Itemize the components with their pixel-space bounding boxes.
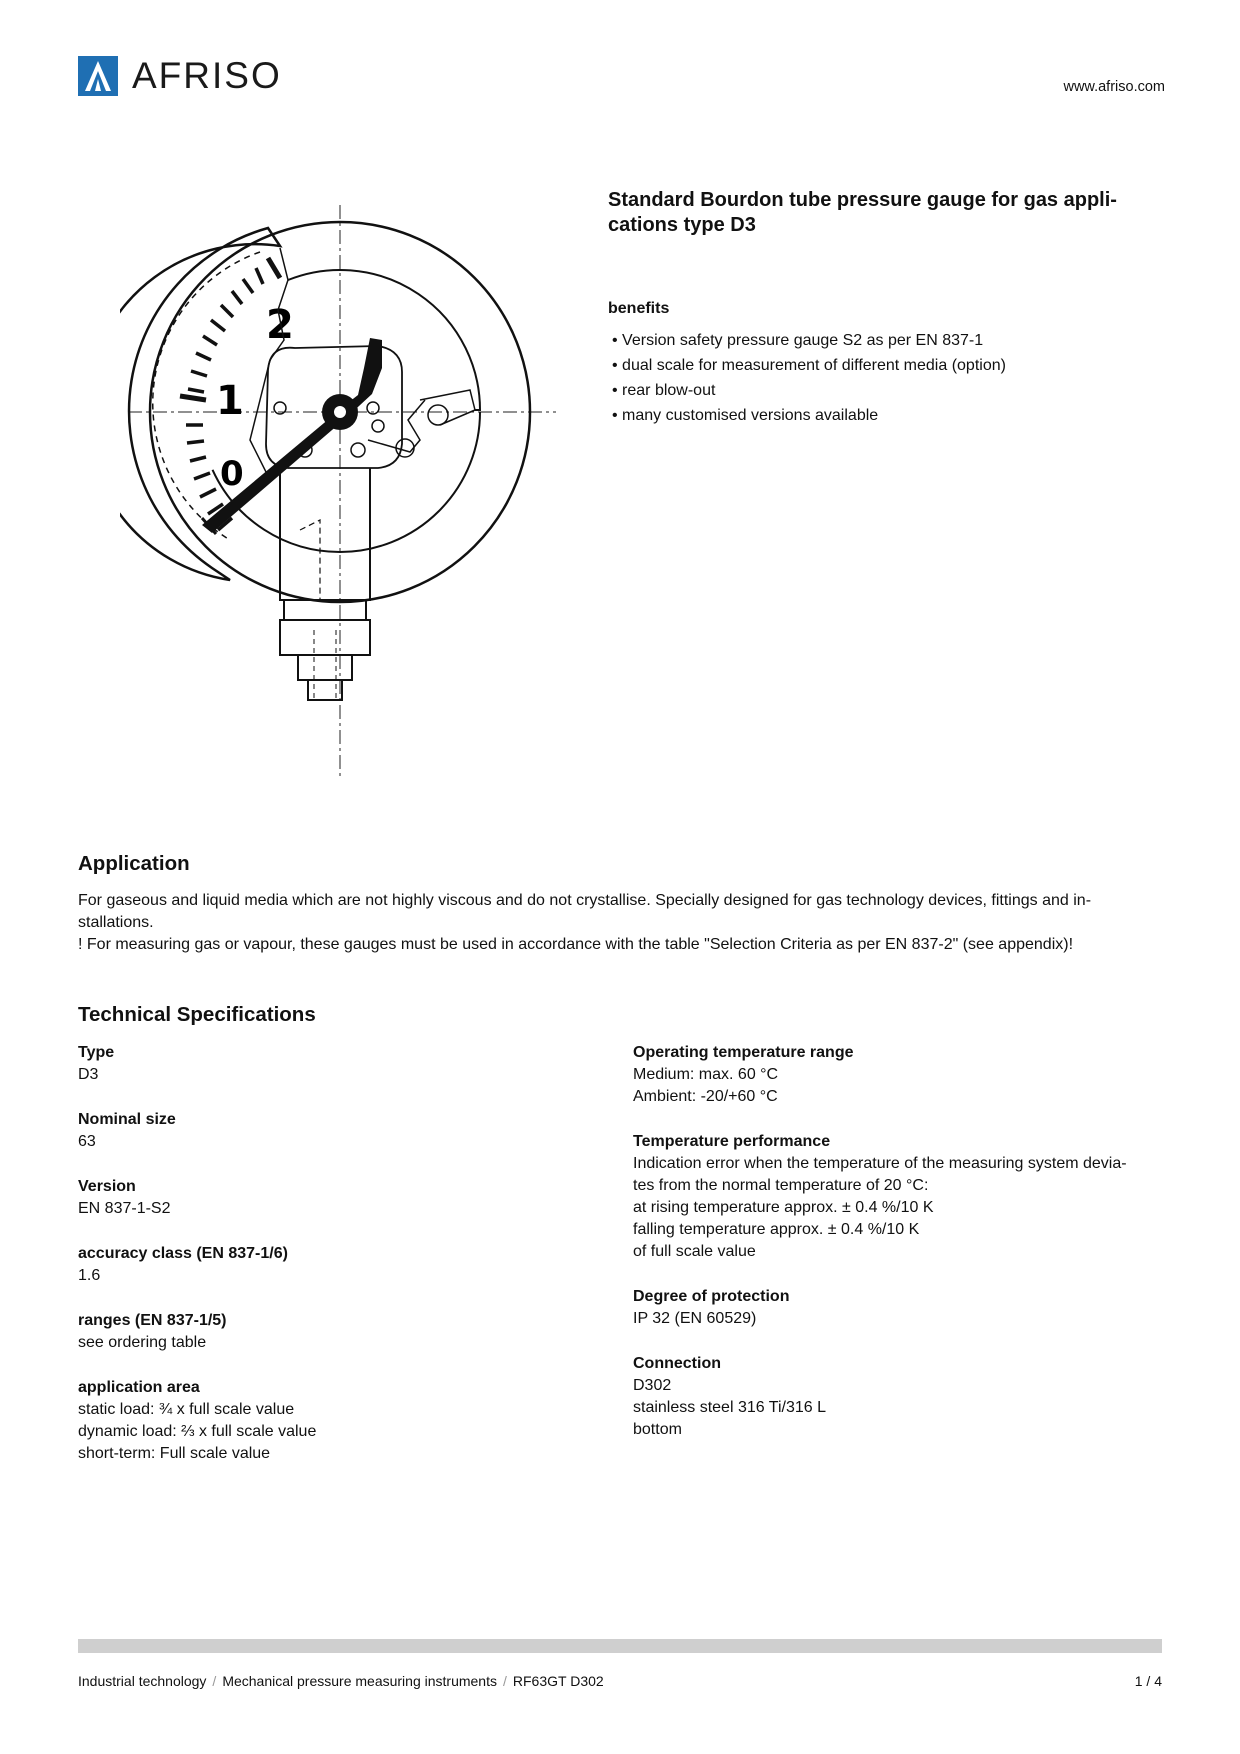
spec-label: Degree of protection bbox=[633, 1288, 790, 1305]
spec-type bbox=[78, 1042, 316, 1086]
spec-label: Connection bbox=[633, 1355, 721, 1372]
pressure-gauge-drawing bbox=[120, 200, 560, 780]
spec-temperature-performance bbox=[633, 1131, 1127, 1263]
spec-nominal-size bbox=[78, 1109, 316, 1153]
application-line1: For gaseous and liquid media which are not highly viscous and do not crystallise. Specially designed for gas technology devices, fittings and in- bbox=[78, 892, 1092, 909]
spec-value: at rising temperature approx. ± 0.4 %/10 K bbox=[633, 1199, 934, 1216]
page-number: 1 / 4 bbox=[1134, 1673, 1162, 1689]
spec-value: Ambient: -20/+60 °C bbox=[633, 1088, 778, 1105]
benefit-item: • many customised versions available bbox=[612, 403, 1006, 428]
spec-label: accuracy class (EN 837-1/6) bbox=[78, 1245, 288, 1262]
spec-label: Nominal size bbox=[78, 1111, 176, 1128]
product-title-line1: Standard Bourdon tube pressure gauge for gas appli- bbox=[608, 189, 1117, 211]
spec-value: 1.6 bbox=[78, 1267, 101, 1284]
spec-label: Temperature performance bbox=[633, 1133, 831, 1150]
scale-label-0: 0 bbox=[220, 454, 244, 494]
spec-value: of full scale value bbox=[633, 1243, 756, 1260]
spec-value: falling temperature approx. ± 0.4 %/10 K bbox=[633, 1221, 920, 1238]
application-line2: stallations. bbox=[78, 914, 154, 931]
spec-operating-temperature bbox=[633, 1042, 1127, 1108]
website-url[interactable]: www.afriso.com bbox=[1063, 79, 1165, 95]
spec-value: dynamic load: ⅔ x full scale value bbox=[78, 1423, 317, 1440]
spec-value: IP 32 (EN 60529) bbox=[633, 1310, 757, 1327]
spec-label: ranges (EN 837-1/5) bbox=[78, 1312, 227, 1329]
spec-value: Medium: max. 60 °C bbox=[633, 1066, 779, 1083]
scale-label-1: 1 bbox=[216, 378, 244, 424]
spec-accuracy-class bbox=[78, 1243, 316, 1287]
spec-label: Type bbox=[78, 1044, 115, 1061]
spec-application-area bbox=[78, 1377, 316, 1465]
breadcrumb-item[interactable]: RF63GT D302 bbox=[512, 1673, 604, 1689]
footer-breadcrumb bbox=[78, 1673, 604, 1689]
spec-value: 63 bbox=[78, 1133, 96, 1150]
afriso-logo-icon bbox=[78, 56, 118, 96]
product-title bbox=[608, 188, 1168, 238]
application-heading: Application bbox=[78, 852, 190, 875]
benefit-item: • dual scale for measurement of different media (option) bbox=[612, 353, 1006, 378]
spec-degree-of-protection bbox=[633, 1286, 1127, 1330]
specs-right-column bbox=[633, 1042, 1127, 1464]
spec-value: Indication error when the temperature of the measuring system devia- bbox=[633, 1155, 1127, 1172]
breadcrumb-item[interactable]: Mechanical pressure measuring instruments bbox=[222, 1673, 497, 1689]
spec-value: stainless steel 316 Ti/316 L bbox=[633, 1399, 827, 1416]
breadcrumb-separator: / bbox=[503, 1673, 507, 1689]
spec-value: D302 bbox=[633, 1377, 672, 1394]
breadcrumb-separator: / bbox=[212, 1673, 217, 1689]
spec-label: application area bbox=[78, 1379, 200, 1396]
spec-value: static load: ¾ x full scale value bbox=[78, 1401, 295, 1418]
benefit-item: • Version safety pressure gauge S2 as per EN 837-1 bbox=[612, 328, 1006, 353]
spec-connection bbox=[633, 1353, 1127, 1441]
benefits-list bbox=[612, 328, 1006, 428]
application-text bbox=[78, 890, 1168, 956]
benefits-heading: benefits bbox=[608, 300, 670, 317]
application-line3: ! For measuring gas or vapour, these gauges must be used in accordance with the table "Selection Criteria as per EN 837-2" (see appendix)! bbox=[78, 936, 1074, 953]
afriso-logo bbox=[78, 56, 282, 96]
spec-value: bottom bbox=[633, 1421, 682, 1438]
spec-value[interactable]: see ordering table bbox=[78, 1334, 207, 1351]
spec-value: D3 bbox=[78, 1066, 99, 1083]
scale-label-2: 2 bbox=[266, 302, 294, 348]
spec-value: EN 837-1-S2 bbox=[78, 1200, 171, 1217]
spec-label: Operating temperature range bbox=[633, 1044, 854, 1061]
footer-divider bbox=[78, 1639, 1162, 1653]
spec-ranges bbox=[78, 1310, 316, 1354]
product-title-line2: cations type D3 bbox=[608, 214, 756, 236]
spec-version bbox=[78, 1176, 316, 1220]
specs-left-column bbox=[78, 1042, 316, 1488]
brand-name: AFRISO bbox=[132, 55, 282, 96]
spec-value: tes from the normal temperature of 20 °C: bbox=[633, 1177, 929, 1194]
breadcrumb-item[interactable]: Industrial technology bbox=[78, 1673, 207, 1689]
specs-heading: Technical Specifications bbox=[78, 1003, 316, 1026]
benefit-item: • rear blow-out bbox=[612, 378, 1006, 403]
spec-value: short-term: Full scale value bbox=[78, 1445, 271, 1462]
spec-label: Version bbox=[78, 1178, 136, 1195]
